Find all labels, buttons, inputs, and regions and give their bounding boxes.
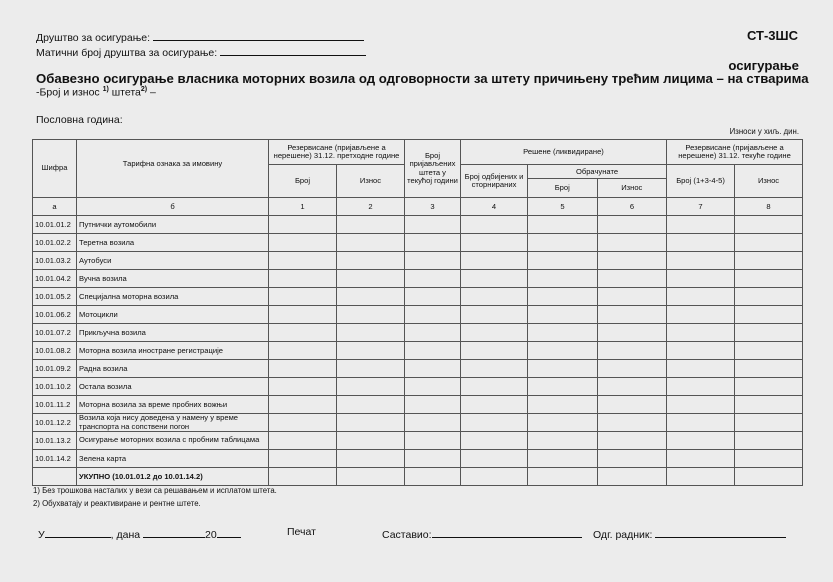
col-calculated-group — [528, 165, 667, 198]
table-row — [33, 378, 803, 396]
data-cell[interactable] — [735, 360, 803, 378]
place-label: У — [38, 529, 45, 541]
responsible-input-line[interactable] — [655, 526, 786, 538]
data-cell[interactable] — [735, 306, 803, 324]
data-cell[interactable] — [269, 396, 337, 414]
date-label: , дана — [110, 529, 141, 541]
data-cell[interactable] — [461, 396, 528, 414]
data-cell[interactable] — [735, 378, 803, 396]
row-code: 10.01.02.2 — [33, 234, 77, 252]
data-cell[interactable] — [337, 342, 405, 360]
total-cell[interactable] — [269, 468, 337, 486]
table-row — [33, 450, 803, 468]
data-cell[interactable] — [528, 270, 598, 288]
insurance-word: осигурање — [728, 58, 799, 73]
row-label: Путнички аутомобили — [77, 216, 269, 234]
row-label: Остала возила — [77, 378, 269, 396]
row-code: 10.01.01.2 — [33, 216, 77, 234]
subtitle-a: -Број и износ — [36, 86, 100, 99]
year-input-line[interactable] — [217, 526, 241, 538]
row-code: 10.01.08.2 — [33, 342, 77, 360]
data-cell[interactable] — [735, 234, 803, 252]
data-cell[interactable] — [735, 450, 803, 468]
row-code: 10.01.12.2 — [33, 414, 77, 432]
company-input-line[interactable] — [153, 29, 364, 41]
table-row — [33, 306, 803, 324]
data-cell[interactable] — [598, 414, 667, 432]
col-reserved-cur-header: Резервисане (пријављене а нерешене) 31.12. текуће године — [667, 140, 803, 165]
table-row — [33, 342, 803, 360]
data-cell[interactable] — [461, 378, 528, 396]
data-cell[interactable] — [667, 288, 735, 306]
col-rejected-header: Број одбијених и сторнираних — [461, 165, 528, 198]
data-cell[interactable] — [735, 432, 803, 450]
stamp-label: Печат — [287, 526, 316, 538]
total-cell[interactable] — [598, 468, 667, 486]
table-row — [33, 234, 803, 252]
data-cell[interactable] — [667, 252, 735, 270]
data-cell[interactable] — [269, 342, 337, 360]
row-code: 10.01.05.2 — [33, 288, 77, 306]
place-input-line[interactable] — [45, 526, 111, 538]
data-cell[interactable] — [269, 432, 337, 450]
business-year-label: Пословна година: — [36, 114, 123, 126]
footnote-ref-1: 1) — [102, 86, 109, 93]
year-label: 20 — [205, 529, 217, 541]
data-cell[interactable] — [269, 450, 337, 468]
table-row — [33, 360, 803, 378]
data-cell[interactable] — [337, 306, 405, 324]
table-row — [33, 414, 803, 432]
data-cell[interactable] — [598, 288, 667, 306]
data-cell[interactable] — [667, 414, 735, 432]
page-subtitle — [36, 86, 156, 99]
col-number: 6 — [598, 198, 667, 216]
data-cell[interactable] — [337, 234, 405, 252]
data-cell[interactable] — [405, 378, 461, 396]
footnote-ref-2: 2) — [140, 86, 148, 93]
data-cell[interactable] — [735, 342, 803, 360]
data-cell[interactable] — [735, 252, 803, 270]
row-code: 10.01.13.2 — [33, 432, 77, 450]
data-cell[interactable] — [405, 216, 461, 234]
total-code-cell — [33, 468, 77, 486]
data-cell[interactable] — [461, 216, 528, 234]
data-cell[interactable] — [667, 324, 735, 342]
data-cell[interactable] — [528, 378, 598, 396]
col-number: 3 — [405, 198, 461, 216]
data-cell[interactable] — [405, 432, 461, 450]
data-cell[interactable] — [405, 270, 461, 288]
total-cell[interactable] — [337, 468, 405, 486]
data-cell[interactable] — [735, 396, 803, 414]
data-cell[interactable] — [337, 450, 405, 468]
subtitle-b: штета — [111, 86, 141, 99]
responsible-field — [593, 526, 786, 541]
data-cell[interactable] — [337, 378, 405, 396]
data-cell[interactable] — [528, 342, 598, 360]
total-cell[interactable] — [461, 468, 528, 486]
subtitle-c: – — [150, 86, 156, 99]
company-label: Друштво за осигурање: — [36, 32, 150, 44]
total-cell[interactable] — [405, 468, 461, 486]
data-cell[interactable] — [337, 396, 405, 414]
data-cell[interactable] — [667, 432, 735, 450]
data-cell[interactable] — [337, 252, 405, 270]
data-cell[interactable] — [461, 414, 528, 432]
data-cell[interactable] — [337, 270, 405, 288]
data-cell[interactable] — [269, 252, 337, 270]
data-cell[interactable] — [667, 378, 735, 396]
data-cell[interactable] — [667, 396, 735, 414]
col-reported-header: Број пријављених штета у текућој години — [405, 140, 461, 198]
data-cell[interactable] — [667, 450, 735, 468]
total-label: УКУПНО (10.01.01.2 до 10.01.14.2) — [77, 468, 269, 486]
data-cell[interactable] — [337, 360, 405, 378]
data-cell[interactable] — [528, 432, 598, 450]
col-reserved-prev-header: Резервисане (пријављене а нерешене) 31.12. претходне године — [269, 140, 405, 165]
data-cell[interactable] — [269, 378, 337, 396]
data-cell[interactable] — [269, 270, 337, 288]
row-code: 10.01.04.2 — [33, 270, 77, 288]
data-cell[interactable] — [528, 216, 598, 234]
col-resolved-header: Решене (ликвидиране) — [461, 140, 667, 165]
data-cell[interactable] — [528, 252, 598, 270]
col-number: б — [77, 198, 269, 216]
data-cell[interactable] — [528, 306, 598, 324]
data-cell[interactable] — [667, 270, 735, 288]
data-cell[interactable] — [598, 306, 667, 324]
table-row — [33, 270, 803, 288]
footnote-1: 1) Без трошкова насталих у вези са решавањем и исплатом штета. — [33, 486, 277, 495]
data-cell[interactable] — [528, 324, 598, 342]
data-cell[interactable] — [528, 234, 598, 252]
data-cell[interactable] — [405, 396, 461, 414]
data-cell[interactable] — [461, 360, 528, 378]
data-cell[interactable] — [598, 450, 667, 468]
table-row — [33, 288, 803, 306]
data-cell[interactable] — [598, 396, 667, 414]
row-label: Мотоцикли — [77, 306, 269, 324]
data-cell[interactable] — [337, 432, 405, 450]
row-label: Специјална моторна возила — [77, 288, 269, 306]
col-calc-amount-header: Износ — [621, 183, 643, 192]
data-cell[interactable] — [405, 450, 461, 468]
data-cell[interactable] — [269, 306, 337, 324]
data-cell[interactable] — [667, 306, 735, 324]
data-cell[interactable] — [461, 234, 528, 252]
data-cell[interactable] — [405, 414, 461, 432]
row-label: Осигурање моторних возила с пробним таблицама — [77, 432, 269, 450]
data-cell[interactable] — [269, 360, 337, 378]
prepared-field — [382, 526, 582, 541]
row-label: Теретна возила — [77, 234, 269, 252]
data-cell[interactable] — [598, 234, 667, 252]
data-cell[interactable] — [528, 396, 598, 414]
data-cell[interactable] — [405, 288, 461, 306]
col-calc-count-header: Број — [528, 179, 598, 197]
total-cell[interactable] — [735, 468, 803, 486]
data-cell[interactable] — [337, 414, 405, 432]
amounts-note: Износи у хиљ. дин. — [729, 127, 799, 136]
col-cur-amount-header: Износ — [735, 165, 803, 198]
page-title: Обавезно осигурање власника моторних возила од одговорности за штету причињену трећим лицима – на стварима — [36, 71, 809, 86]
row-label: Радна возила — [77, 360, 269, 378]
data-cell[interactable] — [528, 414, 598, 432]
total-cell[interactable] — [528, 468, 598, 486]
data-cell[interactable] — [337, 216, 405, 234]
data-cell[interactable] — [405, 342, 461, 360]
data-cell[interactable] — [269, 288, 337, 306]
row-code: 10.01.03.2 — [33, 252, 77, 270]
col-number: 5 — [528, 198, 598, 216]
data-cell[interactable] — [598, 378, 667, 396]
data-cell[interactable] — [735, 288, 803, 306]
data-cell[interactable] — [598, 270, 667, 288]
row-code: 10.01.10.2 — [33, 378, 77, 396]
data-cell[interactable] — [269, 234, 337, 252]
footnote-2: 2) Обухватају и реактивиране и рентне штете. — [33, 499, 201, 508]
col-count-formula-header: Број (1+3-4-5) — [667, 165, 735, 198]
prepared-label: Саставио: — [382, 529, 432, 541]
col-number: 4 — [461, 198, 528, 216]
row-code: 10.01.09.2 — [33, 360, 77, 378]
data-cell[interactable] — [598, 432, 667, 450]
col-count-header: Број — [269, 165, 337, 198]
row-code: 10.01.06.2 — [33, 306, 77, 324]
data-cell[interactable] — [461, 342, 528, 360]
data-cell[interactable] — [528, 360, 598, 378]
col-number: 2 — [337, 198, 405, 216]
row-code: 10.01.07.2 — [33, 324, 77, 342]
regnum-input-line[interactable] — [220, 44, 366, 56]
data-cell[interactable] — [337, 324, 405, 342]
col-calculated-header: Обрачунате — [528, 165, 666, 179]
data-cell[interactable] — [461, 450, 528, 468]
data-cell[interactable] — [269, 414, 337, 432]
data-cell[interactable] — [667, 234, 735, 252]
responsible-label: Одг. радник: — [593, 529, 653, 541]
row-label: Вучна возила — [77, 270, 269, 288]
data-cell[interactable] — [667, 360, 735, 378]
form-code: СТ-3ШС — [746, 28, 798, 43]
total-cell[interactable] — [667, 468, 735, 486]
row-label: Аутобуси — [77, 252, 269, 270]
table-row — [33, 432, 803, 450]
data-cell[interactable] — [667, 342, 735, 360]
data-cell[interactable] — [405, 252, 461, 270]
col-number: 7 — [667, 198, 735, 216]
regnum-field — [36, 44, 366, 59]
col-amount-header: Износ — [337, 165, 405, 198]
claims-table — [32, 139, 803, 486]
data-cell[interactable] — [461, 252, 528, 270]
data-cell[interactable] — [461, 288, 528, 306]
row-label: Зелена карта — [77, 450, 269, 468]
col-number: 1 — [269, 198, 337, 216]
row-label: Моторна возила за време пробних вожњи — [77, 396, 269, 414]
data-cell[interactable] — [735, 414, 803, 432]
col-number: а — [33, 198, 77, 216]
data-cell[interactable] — [598, 324, 667, 342]
data-cell[interactable] — [405, 324, 461, 342]
row-label: Прикључна возила — [77, 324, 269, 342]
row-label: Возила која нису доведена у намену у време транспорта на сопствени погон — [77, 414, 269, 432]
total-row — [33, 468, 803, 486]
table-row — [33, 324, 803, 342]
data-cell[interactable] — [735, 216, 803, 234]
company-field — [36, 29, 364, 44]
col-tariff-header: Тарифна ознака за имовину — [77, 140, 269, 198]
row-code: 10.01.11.2 — [33, 396, 77, 414]
table-row — [33, 396, 803, 414]
data-cell[interactable] — [461, 270, 528, 288]
data-cell[interactable] — [461, 306, 528, 324]
data-cell[interactable] — [598, 360, 667, 378]
col-number: 8 — [735, 198, 803, 216]
row-label: Моторна возила иностране регистрације — [77, 342, 269, 360]
data-cell[interactable] — [598, 216, 667, 234]
row-code: 10.01.14.2 — [33, 450, 77, 468]
data-cell[interactable] — [461, 324, 528, 342]
data-cell[interactable] — [405, 234, 461, 252]
data-cell[interactable] — [269, 324, 337, 342]
data-cell[interactable] — [667, 216, 735, 234]
place-field — [38, 526, 241, 541]
data-cell[interactable] — [735, 324, 803, 342]
data-cell[interactable] — [337, 288, 405, 306]
regnum-label: Матични број друштва за осигурање: — [36, 47, 218, 59]
data-cell[interactable] — [528, 450, 598, 468]
table-row — [33, 252, 803, 270]
data-cell[interactable] — [461, 432, 528, 450]
data-cell[interactable] — [598, 342, 667, 360]
data-cell[interactable] — [598, 252, 667, 270]
data-cell[interactable] — [405, 360, 461, 378]
prepared-input-line[interactable] — [432, 526, 582, 538]
col-sifra-header: Шифра — [33, 140, 77, 198]
data-cell[interactable] — [735, 270, 803, 288]
table-row — [33, 216, 803, 234]
data-cell[interactable] — [405, 306, 461, 324]
date-input-line[interactable] — [143, 526, 205, 538]
data-cell[interactable] — [269, 216, 337, 234]
data-cell[interactable] — [528, 288, 598, 306]
